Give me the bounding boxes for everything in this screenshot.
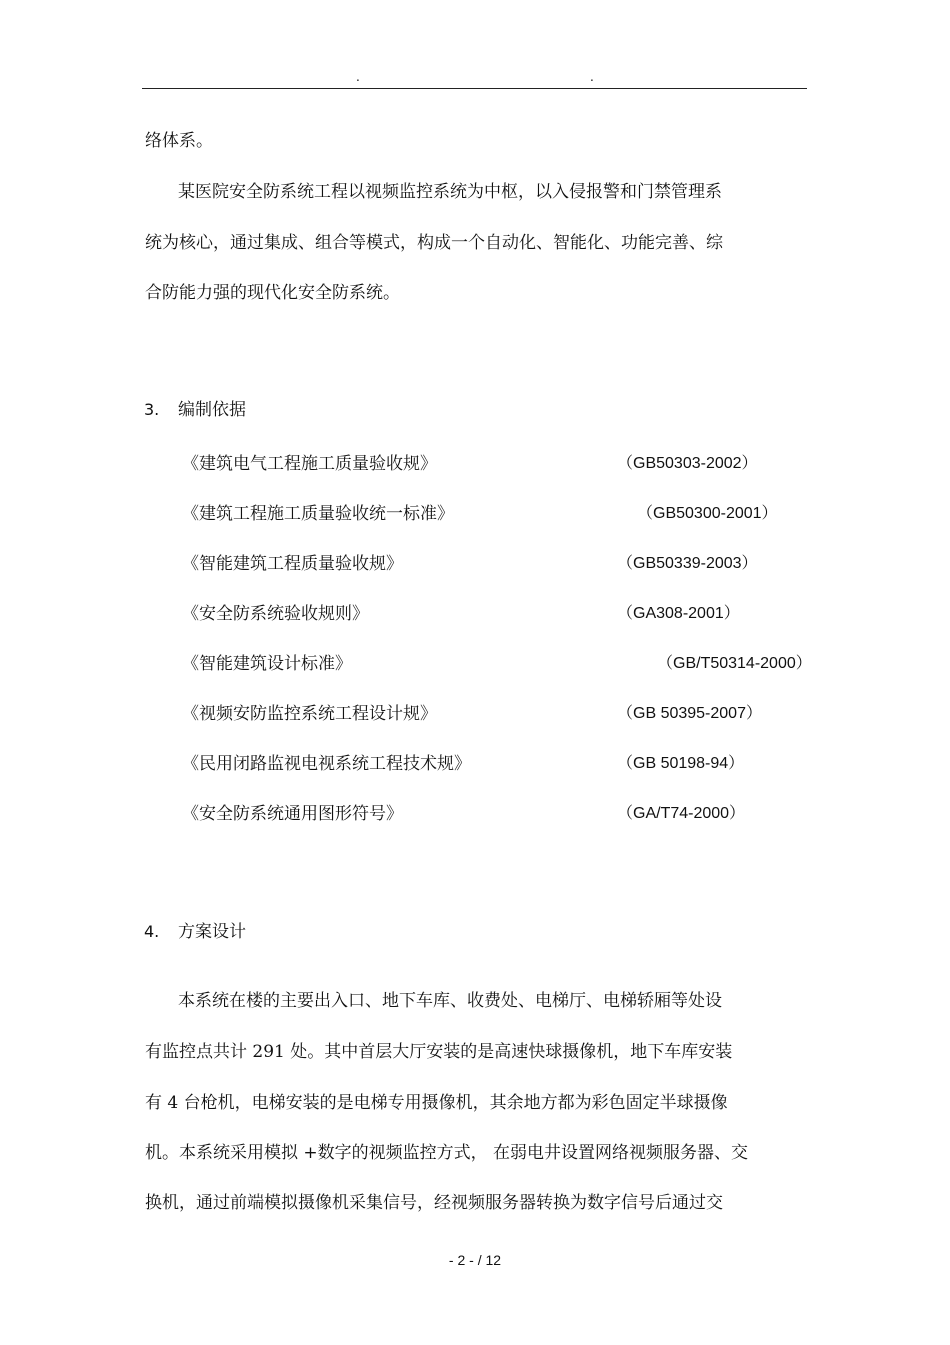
reference-code: （GB50303-2002） [617,455,758,472]
reference-title: 《智能建筑设计标准》 [182,654,352,674]
reference-code: （GB/T50314-2000） [657,655,812,672]
reference-title: 《安全防系统验收规则》 [182,604,369,624]
reference-title: 《安全防系统通用图形符号》 [182,804,403,824]
reference-code: （GA/T74-2000） [617,805,746,822]
reference-code: （GA308-2001） [617,605,740,622]
header-dot-right: . [590,70,594,84]
reference-code: （GB50300-2001） [637,505,778,522]
paragraph-2-line-3: 合防能力强的现代化安全防系统。 [145,283,400,303]
section-4-paragraph-line-4: 机。本系统采用模拟 +数字的视频监控方式， 在弱电井设置网络视频服务器、交 [145,1143,749,1163]
header-rule [142,88,807,89]
section-4-paragraph-line-2: 有监控点共计 291 处。其中首层大厅安装的是高速快球摄像机，地下车库安装 [145,1042,733,1062]
paragraph-1-line-1: 络体系。 [145,131,213,151]
section-3-heading [144,399,246,421]
reference-code: （GB 50395-2007） [617,705,762,722]
section-4-paragraph-line-1: 本系统在楼的主要出入口、地下车库、收费处、电梯厅、电梯轿厢等处设 [178,991,722,1011]
section-4-title: 方案设计 [178,922,246,942]
section-4-paragraph-line-5: 换机，通过前端模拟摄像机采集信号，经视频服务器转换为数字信号后通过交 [145,1193,723,1213]
reference-title: 《建筑工程施工质量验收统一标准》 [182,504,454,524]
section-3-number: 3. [144,400,160,419]
page-number: - 2 - / 12 [448,1252,502,1268]
reference-title: 《视频安防监控系统工程设计规》 [182,704,437,724]
reference-title: 《智能建筑工程质量验收规》 [182,554,403,574]
paragraph-2-line-2: 统为核心，通过集成、组合等模式，构成一个自动化、智能化、功能完善、综 [145,233,723,253]
section-4-paragraph-line-3: 有 4 台枪机，电梯安装的是电梯专用摄像机，其余地方都为彩色固定半球摄像 [145,1093,728,1113]
reference-title: 《民用闭路监视电视系统工程技术规》 [182,754,471,774]
section-4-heading [144,921,246,943]
reference-code: （GB 50198-94） [617,755,745,772]
reference-code: （GB50339-2003） [617,555,758,572]
reference-title: 《建筑电气工程施工质量验收规》 [182,454,437,474]
header-dot-left: . [356,70,360,84]
paragraph-2-line-1: 某医院安全防系统工程以视频监控系统为中枢，以入侵报警和门禁管理系 [178,182,722,202]
section-3-title: 编制依据 [178,400,246,420]
section-4-number: 4. [144,922,160,941]
